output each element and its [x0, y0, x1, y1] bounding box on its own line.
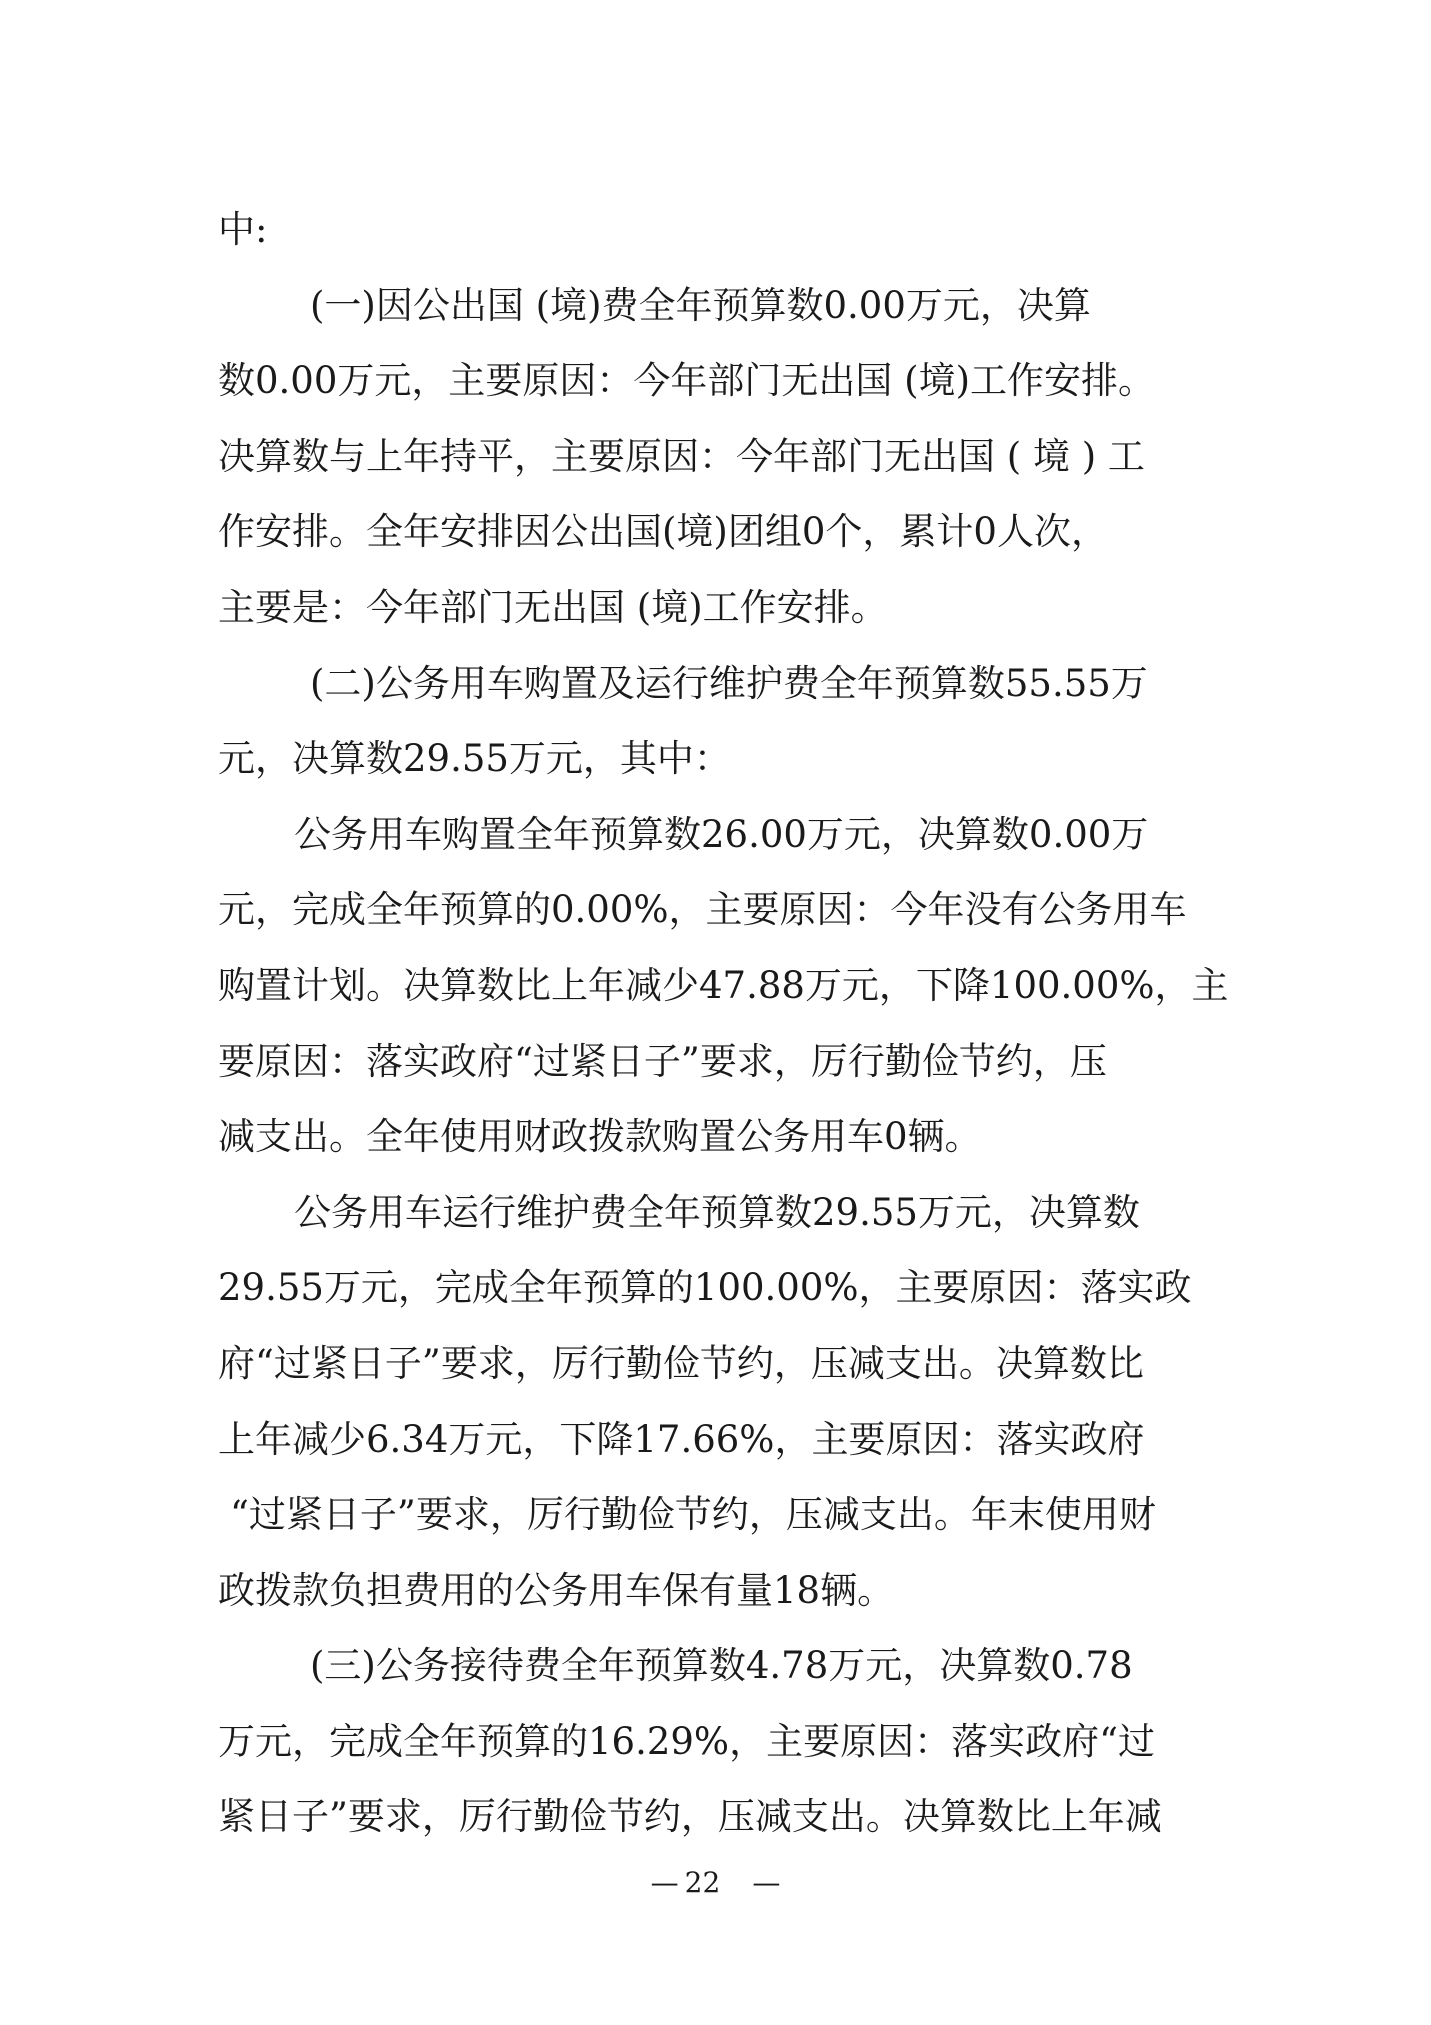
- text-line: 紧日子”要求，厉行勤俭节约，压减支出。决算数比上年减: [218, 1795, 1162, 1839]
- page-footer: [0, 1863, 1431, 1903]
- text-line: 作安排。全年安排因公出国(境)团组0个，累计0人次，: [218, 510, 1108, 554]
- text-line: 要原因：落实政府“过紧日子”要求，厉行勤俭节约，压: [218, 1039, 1107, 1083]
- page-number: 22: [684, 1866, 721, 1899]
- text-line: 中:: [218, 208, 268, 251]
- text-line: 购置计划。决算数比上年减少47.88万元，下降100.00%，主: [218, 963, 1229, 1007]
- text-line: 公务用车购置全年预算数26.00万元，决算数0.00万: [294, 812, 1149, 856]
- text-line: 主要是：今年部门无出国 (境)工作安排。: [218, 585, 888, 629]
- text-line: 政拨款负担费用的公务用车保有量18辆。: [218, 1568, 895, 1612]
- footer-dash-right: —: [752, 1866, 781, 1899]
- text-line: 万元，完成全年预算的16.29%，主要原因：落实政府“过: [218, 1719, 1155, 1763]
- text-line: (三)公务接待费全年预算数4.78万元，决算数0.78: [310, 1644, 1133, 1688]
- text-line: 29.55万元，完成全年预算的100.00%，主要原因：落实政: [218, 1266, 1192, 1310]
- footer-dash-left: —: [650, 1866, 679, 1899]
- text-line: (二)公务用车购置及运行维护费全年预算数55.55万: [310, 661, 1148, 705]
- text-line: 府“过紧日子”要求，厉行勤俭节约，压减支出。决算数比: [218, 1341, 1144, 1385]
- text-line: (一)因公出国 (境)费全年预算数0.00万元，决算: [310, 283, 1091, 327]
- text-line: 减支出。全年使用财政拨款购置公务用车0辆。: [218, 1115, 982, 1159]
- text-line: “过紧日子”要求，厉行勤俭节约，压减支出。年末使用财: [230, 1493, 1156, 1537]
- text-line: 数0.00万元，主要原因：今年部门无出国 (境)工作安排。: [218, 359, 1156, 403]
- text-line: 上年减少6.34万元，下降17.66%，主要原因：落实政府: [218, 1417, 1145, 1461]
- body-text: [218, 192, 1229, 1855]
- text-line: 元，决算数29.55万元，其中：: [218, 737, 731, 781]
- text-line: 元，完成全年预算的0.00%，主要原因：今年没有公务用车: [218, 888, 1187, 932]
- text-line: 公务用车运行维护费全年预算数29.55万元，决算数: [294, 1190, 1140, 1234]
- text-line: 决算数与上年持平，主要原因：今年部门无出国 ( 境 ) 工: [218, 434, 1145, 478]
